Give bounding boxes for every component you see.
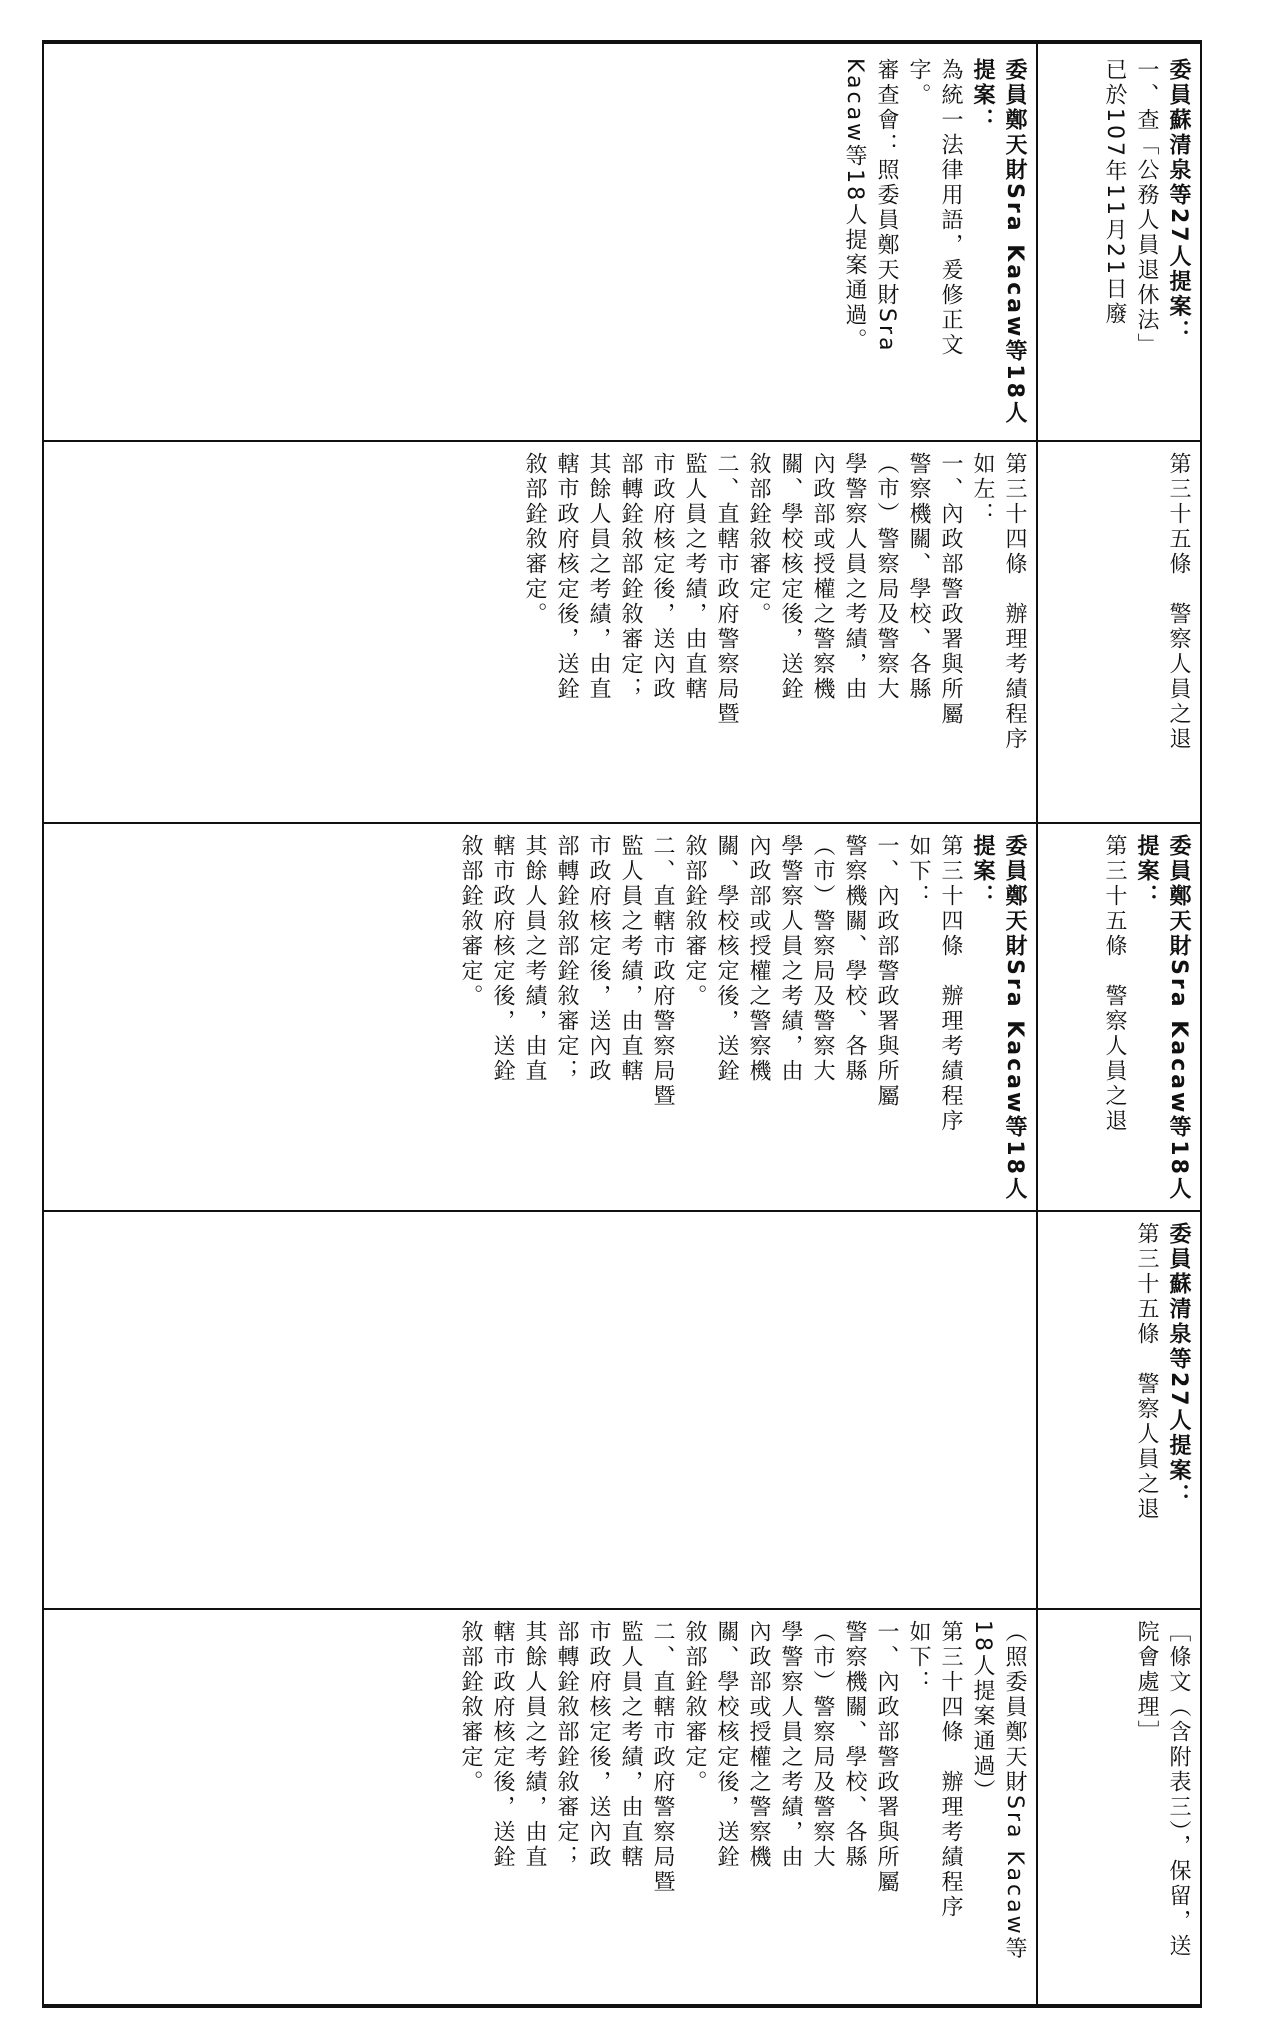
table-divider-2 bbox=[42, 822, 1202, 824]
row2-proposal-column: 委員鄭天財Sra Kacaw等18人 提案： 第三十五條 警察人員之退 bbox=[1102, 834, 1191, 1202]
table-divider-4 bbox=[42, 1608, 1202, 1610]
row1-proposal-column: 委員鄭天財Sra Kacaw等18人 提案： 第三十四條 辦理考績程序 如下： 一、內政部警政署與所屬 警察機關、學校、各縣 （市）警察局及警察大 學警察人員之考績，由 內政部或授權之警察機 關、學校核定後，送銓 敘部銓敘審定。 二、直轄市政府警察局暨 監人員之考績，由直轄 市政府核定後，送內政 部轉銓敘部銓敘審定； 其餘人員之考績，由直 轄市政府核定後，送銓 敘部銓敘審定。 bbox=[458, 834, 1027, 1202]
row1-sra-column: 第三十四條 辦理考績程序 如左： 一、內政部警政署與所屬 警察機關、學校、各縣 （市）警察局及警察大 學警察人員之考績，由 內政部或授權之警察機 關、學校核定後，送銓 敘部銓敘審定。 二、直轄市政府警察局暨 監人員之考績，由直轄 市政府核定後，送內政 部轉銓敘部銓敘審定； 其餘人員之考績，由直 轄市政府核定後，送銓 敘部銓敘審定。 bbox=[522, 452, 1027, 752]
text-line: 提案： bbox=[970, 58, 995, 133]
row2-suqq-column: 委員蘇清泉等27人提案： 第三十五條 警察人員之退 bbox=[1134, 1222, 1191, 1522]
row1-review-column: （照委員鄭天財Sra Kacaw等 18人提案通過） 第三十四條 辦理考績程序 如下： 一、內政部警政署與所屬 警察機關、學校、各縣 （市）警察局及警察大 學警察人員之考績，由 內政部或授權之警察機 關、學校核定後，送銓 敘部銓敘審定。 二、直轄市政府警察局暨 監人員之考績，由直轄 市政府核定後，送內政 部轉銓敘部銓敘審定； 其餘人員之考績，由直 轄市政府核定後，送銓 敘部銓敘審定。 bbox=[458, 1620, 1027, 1962]
row2-current-column: 委員蘇清泉等27人提案： 一、查「公務人員退休法」 已於107年11月21日廢 bbox=[1102, 58, 1191, 358]
table-bottom-border bbox=[42, 2004, 1202, 2008]
table-divider-3 bbox=[42, 1210, 1202, 1212]
table-right-border bbox=[1200, 40, 1202, 2008]
row2-review-column: ［條文（含附表三），保留，送 院會處理］ bbox=[1134, 1620, 1191, 1959]
table-row-divider bbox=[1036, 40, 1038, 2008]
table-divider-1 bbox=[42, 440, 1202, 442]
row1-current-column: 委員鄭天財Sra Kacaw等18人 提案： 為統一法律用語，爰修正文 字。 審查會：照委員鄭天財Sra Kacaw等18人提案通過。 bbox=[280, 58, 1030, 430]
table-top-border bbox=[42, 40, 1202, 44]
row2-sra-column: 第三十五條 警察人員之退 bbox=[1166, 452, 1191, 752]
table-left-border bbox=[42, 40, 44, 2008]
